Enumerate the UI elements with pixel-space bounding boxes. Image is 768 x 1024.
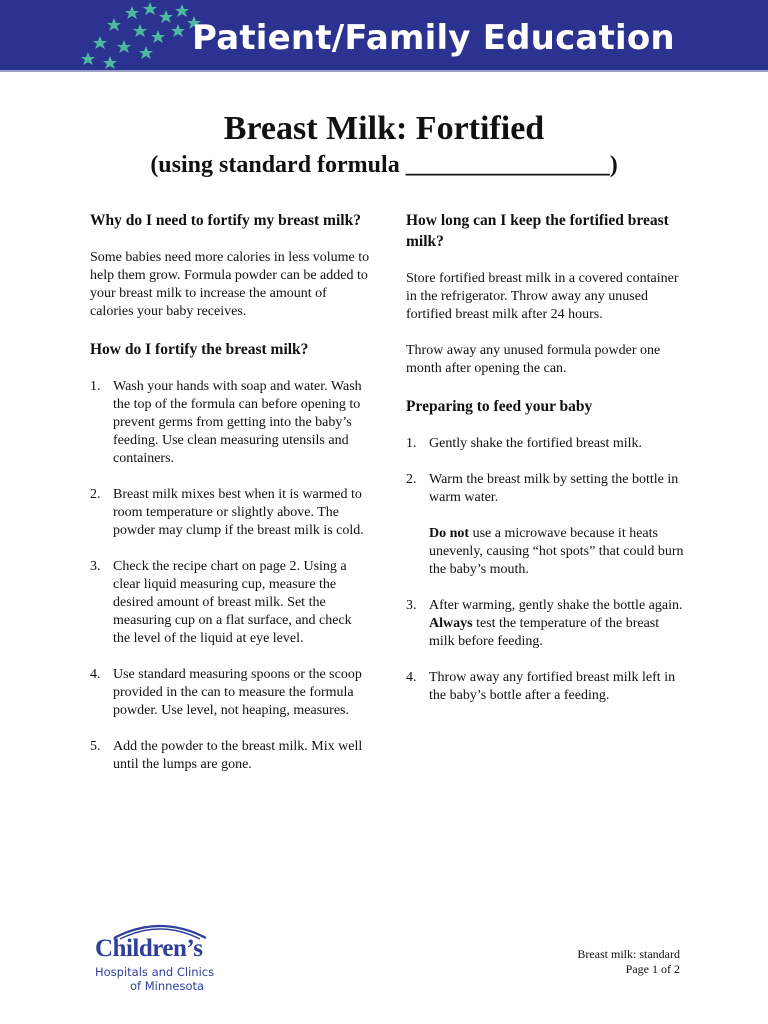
warning-bold-text: Do not xyxy=(429,526,470,541)
section-heading-why: Why do I need to fortify my breast milk? xyxy=(90,212,361,229)
list-item xyxy=(90,738,370,774)
step-text: Gently shake the fortified breast milk. xyxy=(429,436,643,451)
logo-main-text: Children’s xyxy=(95,935,203,962)
step-number: 1. xyxy=(406,436,417,451)
step-number: 4. xyxy=(406,670,417,685)
stars-decoration-icon xyxy=(70,0,210,70)
list-item xyxy=(90,378,370,468)
section-body-why: Some babies need more calories in less volume to help them grow. Formula powder can be added to your breast milk to increase the amount of calories your baby receives. xyxy=(90,250,370,319)
step-text: test the temperature of the breast milk before feeding. xyxy=(429,616,660,649)
page-number: Page 1 of 2 xyxy=(625,962,680,976)
step-text-block xyxy=(429,597,686,651)
step-number: 3. xyxy=(90,559,101,574)
step-text-block xyxy=(429,471,686,579)
list-item xyxy=(406,435,686,453)
list-item xyxy=(90,666,370,720)
step-text: Add the powder to the breast milk. Mix well until the lumps are gone. xyxy=(113,739,363,772)
section-heading-how: How do I fortify the breast milk? xyxy=(90,341,309,358)
step-number: 3. xyxy=(406,598,417,613)
step-text: Throw away any fortified breast milk left in the baby’s bottle after a feeding. xyxy=(429,670,676,703)
section-heading-preparing: Preparing to feed your baby xyxy=(406,398,593,415)
header-banner xyxy=(0,0,768,70)
fortify-steps-list xyxy=(90,378,370,774)
feeding-steps-list xyxy=(406,435,686,705)
right-column xyxy=(406,210,686,705)
emphasis-bold-text: Always xyxy=(429,616,473,631)
step-text: Warm the breast milk by setting the bottle in warm water. xyxy=(429,472,679,505)
banner-title: Patient/Family Education xyxy=(192,18,675,58)
step-number: 2. xyxy=(406,472,417,487)
list-item xyxy=(406,597,686,651)
logo-subtext-line1: Hospitals and Clinics xyxy=(95,965,215,979)
step-number: 5. xyxy=(90,739,101,754)
section-body-storage: Store fortified breast milk in a covered container in the refrigerator. Throw away any unused fortified breast milk after 24 hours. xyxy=(406,271,679,322)
section-body-powder: Throw away any unused formula powder one month after opening the can. xyxy=(406,343,661,376)
document-title: Breast Milk: Fortified xyxy=(223,110,545,147)
step-number: 4. xyxy=(90,667,101,682)
childrens-logo xyxy=(92,920,222,995)
step-text: Breast milk mixes best when it is warmed to room temperature or slightly above. The powder may clump if the breast milk is cold. xyxy=(113,487,364,538)
list-item xyxy=(406,669,686,705)
list-item xyxy=(90,558,370,648)
step-text: Wash your hands with soap and water. Wash the top of the formula can before opening to prevent germs from getting into the baby’s feeding. Use clean measuring utensils and containers. xyxy=(113,379,362,466)
step-number: 2. xyxy=(90,487,101,502)
list-item xyxy=(90,486,370,540)
list-item xyxy=(406,471,686,579)
left-column xyxy=(90,210,370,774)
banner-divider xyxy=(0,70,768,72)
logo-subtext-line2: of Minnesota xyxy=(130,979,205,993)
footer-doc-name: Breast milk: standard xyxy=(577,947,680,961)
step-text: After warming, gently shake the bottle again. xyxy=(429,598,683,613)
footer-note xyxy=(577,947,680,977)
document-subtitle: (using standard formula _________________) xyxy=(150,152,618,178)
step-text: Use standard measuring spoons or the scoop provided in the can to measure the formula powder. Use level, not heaping, measures. xyxy=(113,667,362,718)
warning-text: use a microwave because it heats unevenly, causing “hot spots” that could burn the baby’s mouth. xyxy=(429,526,684,577)
step-number: 1. xyxy=(90,379,101,394)
step-text: Check the recipe chart on page 2. Using a clear liquid measuring cup, measure the desired amount of breast milk. Set the measuring cup on a flat surface, and check the level of the liquid at eye level. xyxy=(113,559,352,646)
section-heading-storage: How long can I keep the fortified breast milk? xyxy=(406,212,669,250)
